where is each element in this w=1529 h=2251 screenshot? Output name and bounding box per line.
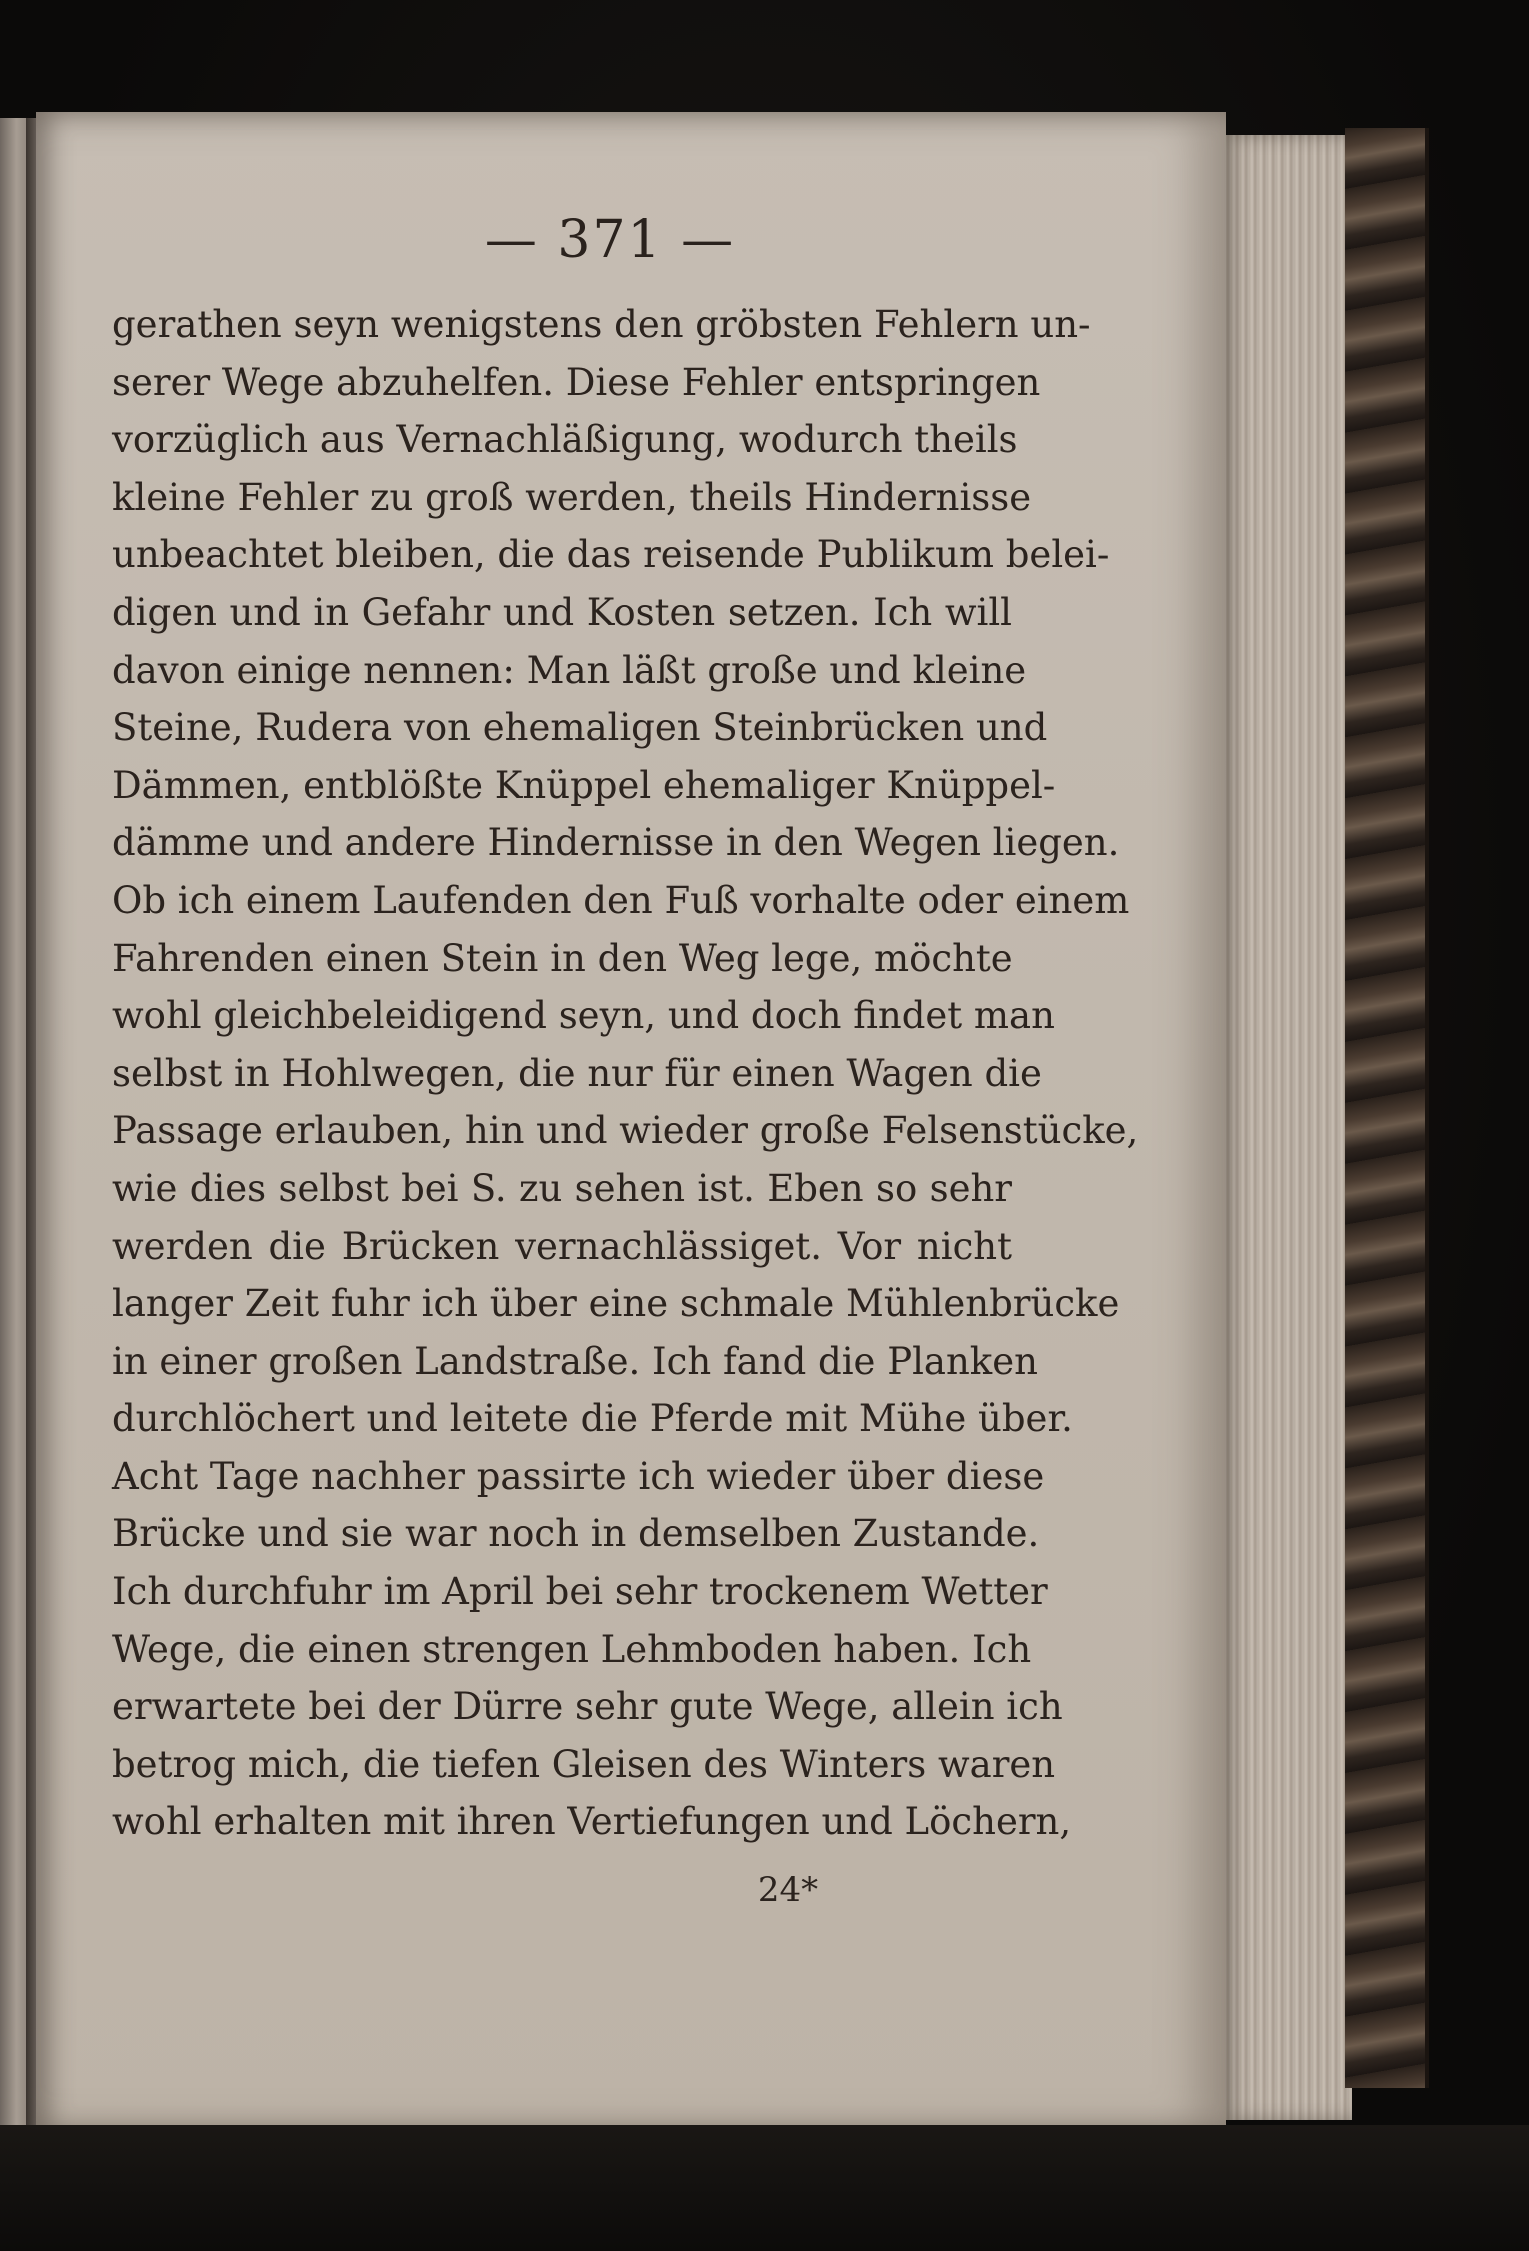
text-line: gerathen seyn wenigstens den gröbsten Fehlern un- xyxy=(112,303,1091,346)
text-line: davon einige nennen: Man läßt große und kleine xyxy=(112,648,1027,692)
text-line: Wege, die einen strengen Lehmboden haben. Ich xyxy=(112,1627,1032,1671)
text-line: selbst in Hohlwegen, die nur für einen Wagen die xyxy=(112,1051,1042,1095)
background-shadow xyxy=(0,2125,1529,2251)
text-line: kleine Fehler zu groß werden, theils Hindernisse xyxy=(112,475,1032,519)
text-line: Ich durchfuhr im April bei sehr trockenem Wetter xyxy=(112,1570,1048,1614)
text-line: betrog mich, die tiefen Gleisen des Winters waren xyxy=(112,1742,1056,1786)
text-line: Passage erlauben, hin und wieder große Felsenstücke, xyxy=(112,1109,1139,1153)
text-line: durchlöchert und leitete die Pferde mit Mühe über. xyxy=(112,1397,1073,1441)
text-line: Steine, Rudera von ehemaligen Steinbrücken und xyxy=(112,706,1048,750)
page-body-text xyxy=(112,296,1139,1851)
text-line: wohl erhalten mit ihren Vertiefungen und Löchern, xyxy=(112,1800,1072,1844)
marbled-cover xyxy=(1345,128,1429,2088)
text-line: in einer großen Landstraße. Ich fand die Planken xyxy=(112,1339,1038,1383)
text-line: Dämmen, entblößte Knüppel ehemaliger Knüppel- xyxy=(112,763,1056,807)
text-line: digen und in Gefahr und Kosten setzen. Ich will xyxy=(112,590,1012,634)
text-line: Ob ich einem Laufenden den Fuß vorhalte oder einem xyxy=(112,878,1130,922)
text-line: erwartete bei der Dürre sehr gute Wege, allein ich xyxy=(112,1685,1063,1729)
text-line: wohl gleichbeleidigend seyn, und doch findet man xyxy=(112,994,1055,1038)
text-line: wie dies selbst bei S. zu sehen ist. Eben so sehr xyxy=(112,1166,1012,1210)
text-line: Acht Tage nachher passirte ich wieder über diese xyxy=(112,1454,1045,1498)
text-line: dämme und andere Hindernisse in den Wegen liegen. xyxy=(112,821,1120,865)
page-fore-edge xyxy=(1222,135,1352,2120)
text-line: serer Wege abzuhelfen. Diese Fehler entspringen xyxy=(112,360,1041,404)
text-line: vorzüglich aus Vernachläßigung, wodurch theils xyxy=(112,418,1018,462)
text-line: werden die Brücken vernachlässiget. Vor nicht xyxy=(112,1224,1012,1268)
signature-mark: 24* xyxy=(757,1870,819,1910)
text-line: unbeachtet bleiben, die das reisende Publikum belei- xyxy=(112,533,1110,577)
text-line: Fahrenden einen Stein in den Weg lege, möchte xyxy=(112,936,1013,980)
page-number-header: — 371 — xyxy=(484,210,736,270)
text-line: Brücke und sie war noch in demselben Zustande. xyxy=(112,1512,1040,1556)
text-line: langer Zeit fuhr ich über eine schmale Mühlenbrücke xyxy=(112,1282,1120,1326)
